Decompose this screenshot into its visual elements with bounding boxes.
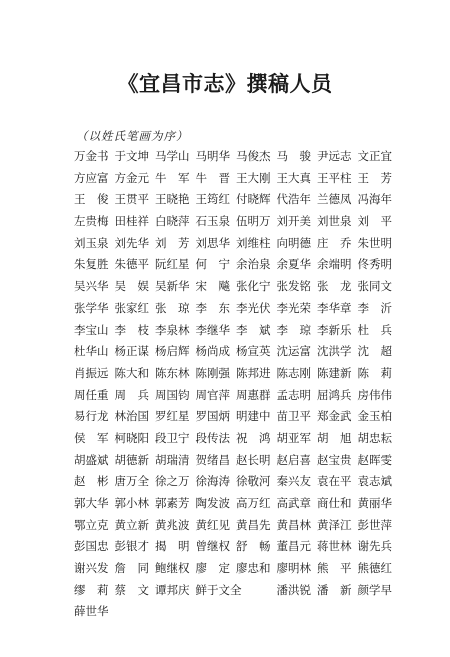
contributor-name: 何 宁 [195, 257, 230, 272]
contributor-name: 高武章 [276, 496, 311, 510]
contributor-name: 陈建新 [317, 365, 352, 380]
contributor-name: 孟志明 [276, 387, 311, 402]
contributor-name: 余端明 [317, 257, 352, 272]
contributor-name: 胡德新 [114, 452, 149, 467]
contributor-name: 李 沂 [357, 300, 392, 315]
contributor-name: 赵宝贵 [317, 452, 352, 467]
contributor-name: 吴 娱 [114, 279, 149, 294]
contributor-name: 马学山 [155, 149, 190, 163]
contributor-name: 彭银才 [114, 539, 149, 554]
contributor-name: 罗红星 [155, 409, 190, 424]
contributor-name: 商仕和 [317, 496, 352, 510]
contributor-name: 刘 芳 [155, 235, 190, 250]
contributor-name: 徐海涛 [195, 474, 230, 489]
contributor-name: 郭大华 [74, 496, 109, 510]
contributor-name: 彭世萍 [357, 517, 392, 532]
contributor-name: 文正宜 [357, 149, 392, 163]
ordering-note: （以姓氏笔画为序） [76, 129, 189, 143]
contributor-name: 黄立新 [114, 517, 149, 532]
contributor-name: 张发铭 [276, 279, 311, 294]
contributor-name: 马明华 [195, 149, 230, 163]
contributor-name: 黄丽华 [357, 496, 392, 510]
contributor-name: 屈鸿兵 [317, 387, 352, 402]
contributor-name: 周惠群 [236, 387, 271, 402]
contributor-name: 马俊杰 [236, 149, 271, 163]
contributor-name: 赵长明 [236, 452, 271, 467]
contributor-name: 薛世华 [74, 604, 109, 619]
contributor-name [236, 580, 277, 602]
contributor-name: 彭国忠 [74, 539, 109, 554]
contributor-name: 李 斌 [236, 322, 271, 337]
contributor-name: 沈洪学 [317, 344, 352, 359]
contributor-name: 唐万全 [114, 474, 149, 489]
contributor-name: 赵启喜 [276, 452, 311, 467]
contributor-name: 胡 旭 [317, 430, 352, 445]
contributor-name: 白晓萍 [155, 214, 190, 229]
contributor-name: 王贯平 [114, 192, 149, 207]
contributor-name: 陈志刚 [276, 365, 311, 380]
contributor-name: 陈大和 [114, 365, 149, 380]
contributor-name: 林治国 [114, 409, 149, 424]
contributor-name: 郭小林 [114, 496, 149, 510]
contributor-name: 于文坤 [114, 149, 149, 163]
contributor-list [74, 146, 394, 623]
contributor-name: 董昌元 [276, 539, 311, 554]
contributor-name: 陈刚强 [195, 365, 230, 380]
contributor-name: 蒋世林 [317, 539, 352, 554]
contributor-name: 潘洪锐 [276, 582, 311, 597]
contributor-name: 万金书 [74, 149, 109, 163]
contributor-name: 吴新华 [155, 279, 190, 294]
contributor-name: 朱德平 [114, 257, 149, 272]
contributor-name: 金玉柏 [357, 409, 392, 424]
contributor-name: 张 龙 [317, 279, 352, 294]
contributor-name: 李 琼 [276, 322, 311, 337]
contributor-name: 方应富 [74, 170, 109, 185]
contributor-name: 易行龙 [74, 409, 109, 424]
contributor-name: 方金元 [114, 170, 149, 185]
contributor-name: 王 俊 [74, 192, 109, 207]
contributor-name: 曾继权 [195, 539, 230, 554]
contributor-name: 肖振远 [74, 365, 109, 380]
contributor-name: 陈邦进 [236, 365, 271, 380]
contributor-name: 王 芳 [357, 170, 392, 185]
contributor-name: 王大真 [276, 170, 311, 185]
contributor-name: 黄昌林 [276, 517, 311, 532]
contributor-name: 周任重 [74, 387, 109, 402]
contributor-name: 鲍继权 [155, 561, 190, 576]
contributor-name: 熊 平 [317, 561, 352, 576]
contributor-name: 黄昌先 [236, 517, 271, 532]
contributor-name: 李新乐 [317, 322, 352, 337]
contributor-name: 缪 莉 [74, 582, 109, 597]
contributor-name: 胡忠耘 [357, 430, 392, 445]
contributor-name: 潘 新 [317, 582, 352, 597]
contributor-name: 王平柱 [317, 170, 352, 185]
contributor-name: 罗国炳 [195, 409, 230, 424]
contributor-name: 胡亚军 [276, 430, 311, 445]
contributor-name: 陈 莉 [357, 365, 392, 380]
contributor-name: 李华章 [317, 300, 352, 315]
contributor-name: 杜华山 [74, 344, 109, 359]
contributor-name: 苗卫平 [276, 409, 311, 424]
page-title: 《宜昌市志》撰稿人员 [117, 71, 333, 96]
contributor-name: 付晓辉 [236, 192, 271, 207]
contributor-name: 石玉泉 [195, 214, 230, 229]
contributor-name: 谢先兵 [357, 539, 392, 554]
contributor-name: 杨尚成 [195, 344, 230, 359]
contributor-name: 马 骏 [276, 149, 311, 163]
contributor-name: 谢兴发 [74, 561, 109, 576]
contributor-name: 廖明林 [276, 561, 311, 576]
contributor-name: 杨宣英 [236, 344, 271, 359]
contributor-name: 廖忠和 [236, 561, 271, 576]
contributor-name: 张化宁 [236, 279, 271, 294]
contributor-name: 刘开美 [276, 214, 311, 229]
contributor-name: 黄红见 [195, 517, 230, 532]
contributor-name: 黄兆波 [155, 517, 190, 532]
contributor-name: 谭邦庆 [155, 582, 190, 597]
contributor-name: 朱世明 [357, 235, 392, 250]
contributor-name: 祝 鸿 [236, 430, 271, 445]
contributor-name: 秦兴友 [276, 474, 311, 489]
contributor-name: 周官萍 [195, 387, 230, 402]
contributor-name: 宋 飚 [195, 279, 230, 294]
contributor-name: 袁志斌 [357, 474, 392, 489]
contributor-name: 王晓艳 [155, 192, 190, 207]
contributor-name: 赵晖雯 [357, 452, 392, 467]
contributor-name: 房伟伟 [357, 387, 392, 402]
contributor-name: 高万红 [236, 496, 271, 510]
contributor-name: 郑金武 [317, 409, 352, 424]
contributor-name: 陈东林 [155, 365, 190, 380]
contributor-name: 冯海年 [357, 192, 392, 207]
contributor-name: 明建中 [236, 409, 271, 424]
contributor-name: 黄泽江 [317, 517, 352, 532]
contributor-name: 李宝山 [74, 322, 109, 337]
contributor-name: 舒 畅 [236, 539, 271, 554]
contributor-name: 佟秀明 [357, 257, 392, 272]
contributor-name: 王筠红 [195, 192, 230, 207]
contributor-name: 向明德 [276, 235, 311, 250]
contributor-name: 熊德红 [357, 561, 392, 576]
contributor-name: 吴兴华 [74, 279, 109, 294]
contributor-name: 胡瑞清 [155, 452, 190, 467]
contributor-name: 伍明万 [236, 214, 271, 229]
contributor-name: 赵 彬 [74, 474, 109, 489]
contributor-name: 段卫宁 [155, 430, 190, 445]
contributor-name: 侯 军 [74, 430, 109, 445]
contributor-name: 兰德凤 [317, 192, 352, 207]
contributor-name: 张学华 [74, 300, 109, 315]
contributor-name: 杨启辉 [155, 344, 190, 359]
contributor-name: 郭素芳 [155, 496, 190, 510]
contributor-name: 李光伏 [236, 300, 271, 315]
contributor-name: 段传法 [195, 430, 230, 445]
contributor-name: 李 东 [195, 300, 230, 315]
contributor-name: 胡盛斌 [74, 452, 109, 467]
contributor-name: 刘世泉 [317, 214, 352, 229]
contributor-name: 刘维柱 [236, 235, 271, 250]
contributor-name: 徐之万 [155, 474, 190, 489]
contributor-name: 鲜于文全 [195, 582, 242, 597]
contributor-name: 代浩年 [276, 192, 311, 207]
contributor-name: 王大刚 [236, 170, 271, 185]
contributor-name: 张家红 [114, 300, 149, 315]
contributor-name: 鄂立克 [74, 517, 109, 532]
contributor-name: 余治泉 [236, 257, 271, 272]
contributor-name: 阮红星 [155, 257, 190, 272]
contributor-name: 徐敬河 [236, 474, 271, 489]
contributor-name: 李 枝 [114, 322, 149, 337]
contributor-name: 沈运富 [276, 344, 311, 359]
contributor-name: 余夏华 [276, 257, 311, 272]
contributor-name: 左贵梅 [74, 214, 109, 229]
contributor-name: 刘玉泉 [74, 235, 109, 250]
contributor-name: 廖 定 [195, 561, 230, 576]
contributor-name: 牛 晋 [195, 170, 230, 185]
contributor-name: 周 兵 [114, 387, 149, 402]
contributor-name: 李泉林 [155, 322, 190, 337]
contributor-name: 刘先华 [114, 235, 149, 250]
contributor-name: 蔡 文 [114, 582, 149, 597]
contributor-name: 袁在平 [317, 474, 352, 489]
contributor-name: 沈 超 [357, 344, 392, 359]
contributor-name: 揭 明 [155, 539, 190, 554]
contributor-name: 田桂祥 [114, 214, 149, 229]
contributor-name: 陶发波 [195, 496, 230, 510]
contributor-name: 张同文 [357, 279, 392, 294]
contributor-name: 李光荣 [276, 300, 311, 315]
contributor-name: 刘 平 [357, 214, 392, 229]
contributor-name: 李继华 [195, 322, 230, 337]
contributor-name: 贺绪昌 [195, 452, 230, 467]
contributor-name: 朱复胜 [74, 257, 109, 272]
contributor-name: 牛 军 [155, 170, 190, 185]
contributor-name: 庄 乔 [317, 235, 352, 250]
contributor-name: 周国钧 [155, 387, 190, 402]
contributor-name: 颜学早 [357, 582, 392, 597]
contributor-name: 刘思华 [195, 235, 230, 250]
contributor-name: 杜 兵 [357, 322, 392, 337]
contributor-name: 张 琼 [155, 300, 190, 315]
contributor-name: 詹 同 [114, 561, 149, 576]
contributor-name: 尹远志 [317, 149, 352, 163]
contributor-name: 柯晓阳 [114, 430, 149, 445]
contributor-name: 杨正谋 [114, 344, 149, 359]
